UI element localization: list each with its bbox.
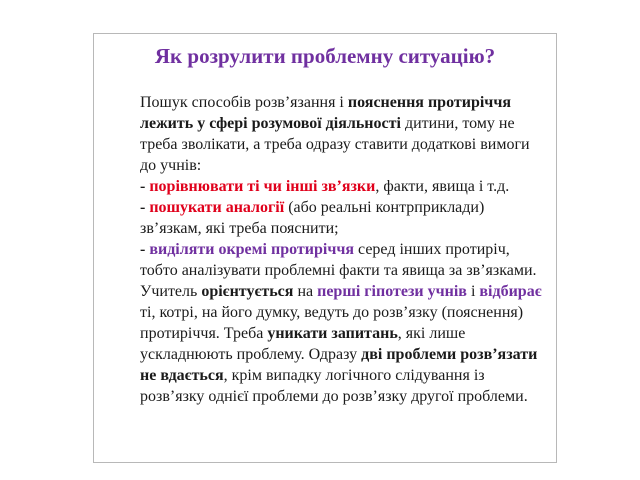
slide-body (118, 92, 542, 407)
teacher-bold-avoid-questions: уникати запитань (267, 325, 398, 342)
teacher-bold-two-problems: дві проблеми розв’язати не вдається (140, 346, 538, 384)
teacher-text-6: , крім випадку логічного слідування із розв’язку однієї проблеми до розв’язку другої проблеми. (140, 367, 528, 405)
teacher-bold-orients: орієнтується (201, 283, 294, 300)
bullet-item-analogies (118, 197, 542, 239)
intro-bold-phrase: пояснення протиріччя лежить у сфері розумової діяльності (140, 94, 511, 132)
bullet-text-contradictions: серед інших протиріч, тобто аналізувати проблемні факти та явища за зв’язками. (140, 241, 537, 279)
bullet-item-contradictions (118, 239, 542, 281)
teacher-text-1: Учитель (140, 283, 202, 300)
teacher-text-5: , які лише ускладнюють проблему. Одразу (140, 325, 466, 363)
bullet-highlight-compare: порівнювати ті чи інші зв’язки (149, 178, 376, 195)
teacher-text-3: і (466, 283, 480, 300)
bullet-text-analogies: (або реальні контрприклади) зв’язкам, які треба пояснити; (140, 199, 485, 237)
teacher-text-2: на (293, 283, 318, 300)
bullet-dash: - (140, 199, 150, 216)
bullet-highlight-analogies: пошукати аналогії (149, 199, 285, 216)
bullet-highlight-contradictions: виділяти окремі протиріччя (149, 241, 355, 258)
intro-text-1: Пошук способів розв’язання і (140, 94, 348, 111)
teacher-highlight-selects: відбирає (479, 283, 542, 300)
intro-paragraph (118, 92, 542, 176)
intro-text-2: дитини, тому не треба зволікати, а треба одразу ставити додаткові вимоги до учнів: (140, 115, 530, 174)
bullet-item-compare (118, 176, 542, 197)
slide (93, 33, 557, 463)
bullet-text-compare: , факти, явища і т.д. (375, 178, 510, 195)
bullet-dash: - (140, 178, 150, 195)
bullet-dash: - (140, 241, 150, 258)
teacher-paragraph (118, 281, 542, 407)
slide-title: Як розрулити проблемну ситуацію? (154, 44, 496, 68)
teacher-text-4: ті, котрі, на його думку, ведуть до розв’язку (пояснення) протиріччя. Треба (140, 304, 524, 342)
teacher-highlight-hypotheses: перші гіпотези учнів (317, 283, 467, 300)
